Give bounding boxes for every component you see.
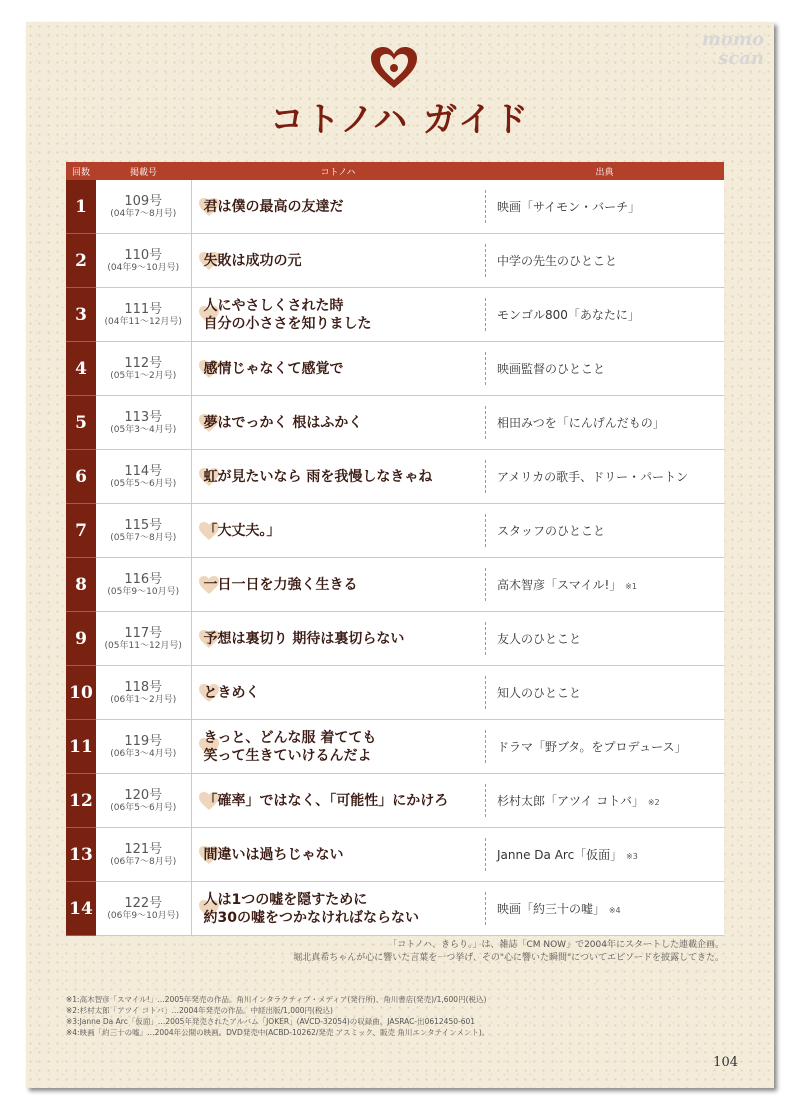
source-cell	[485, 504, 724, 558]
source-text: 映画「約三十の嘘」	[497, 902, 606, 916]
row-number: 7	[66, 504, 96, 558]
note-mark: ※1	[625, 582, 637, 591]
table-header-row	[66, 162, 724, 180]
heart-ornament-icon	[369, 46, 419, 90]
issue-date: (05年3〜4月号)	[110, 424, 177, 435]
row-number: 13	[66, 828, 96, 882]
phrase-text: 一日一日を力強く生きる	[203, 576, 358, 593]
footnotes	[66, 994, 489, 1038]
issue-date: (04年7〜8月号)	[110, 208, 177, 219]
phrase-cell	[191, 720, 485, 774]
table-row	[66, 828, 724, 882]
issue-date: (04年11〜12月号)	[104, 316, 182, 327]
issue-cell	[96, 396, 191, 450]
page-title: コトノハ ガイド	[269, 100, 531, 140]
phrase-text: 感情じゃなくて感覚で	[203, 360, 344, 377]
phrase-cell	[191, 612, 485, 666]
issue-number: 112号	[124, 355, 163, 371]
row-number: 2	[66, 234, 96, 288]
source-text: 映画監督のひとこと	[497, 362, 606, 376]
issue-cell	[96, 450, 191, 504]
issue-number: 111号	[124, 301, 163, 317]
issue-cell	[96, 612, 191, 666]
issue-date: (06年9〜10月号)	[107, 910, 180, 921]
issue-date: (06年7〜8月号)	[110, 856, 177, 867]
header-issue: 掲載号	[96, 162, 191, 180]
row-number: 5	[66, 396, 96, 450]
magazine-page	[26, 22, 774, 1088]
source-text: 映画「サイモン・バーチ」	[497, 200, 641, 214]
phrase-text: 間違いは過ちじゃない	[203, 846, 344, 863]
issue-cell	[96, 828, 191, 882]
page-number: 104	[713, 1055, 738, 1070]
table-row	[66, 774, 724, 828]
issue-number: 110号	[124, 247, 163, 263]
table-row	[66, 234, 724, 288]
source-cell	[485, 396, 724, 450]
phrase-text: 人は1つの嘘を隠すために 約30の嘘をつかなければならない	[203, 891, 419, 926]
issue-number: 120号	[124, 787, 163, 803]
phrase-text: 人にやさしくされた時 自分の小ささを知りました	[203, 297, 372, 332]
table-row	[66, 180, 724, 234]
phrase-text: 君は僕の最高の友達だ	[203, 198, 344, 215]
source-text: 相田みつを「にんげんだもの」	[497, 416, 665, 430]
source-cell	[485, 450, 724, 504]
source-cell	[485, 234, 724, 288]
row-number: 10	[66, 666, 96, 720]
issue-number: 118号	[124, 679, 163, 695]
source-cell	[485, 720, 724, 774]
source-text: スタッフのひとこと	[497, 524, 606, 538]
source-text: モンゴル800「あなたに」	[497, 308, 640, 322]
table-row	[66, 450, 724, 504]
phrase-cell	[191, 504, 485, 558]
issue-number: 113号	[124, 409, 163, 425]
watermark-line2: scan	[718, 48, 764, 69]
source-cell	[485, 828, 724, 882]
issue-cell	[96, 774, 191, 828]
table-row	[66, 504, 724, 558]
phrase-cell	[191, 666, 485, 720]
source-text: 杉村太郎「アツイ コトバ」	[497, 794, 644, 808]
header-phrase: コトノハ	[191, 162, 485, 180]
note-mark: ※2	[647, 798, 660, 807]
issue-number: 115号	[124, 517, 163, 533]
table-row	[66, 342, 724, 396]
issue-cell	[96, 558, 191, 612]
phrase-text: 虹が見たいなら 雨を我慢しなきゃね	[203, 468, 433, 485]
source-text: 友人のひとこと	[497, 632, 582, 646]
phrase-text: 「確率」ではなく、「可能性」にかけろ	[203, 792, 449, 809]
issue-date: (06年3〜4月号)	[110, 748, 177, 759]
issue-number: 109号	[124, 193, 163, 209]
issue-date: (05年11〜12月号)	[104, 640, 182, 651]
issue-number: 114号	[124, 463, 163, 479]
source-cell	[485, 774, 724, 828]
issue-number: 116号	[124, 571, 163, 587]
issue-cell	[96, 666, 191, 720]
note-mark: ※4	[608, 906, 621, 915]
issue-date: (06年5〜6月号)	[110, 802, 177, 813]
phrase-cell	[191, 450, 485, 504]
table-row	[66, 558, 724, 612]
issue-date: (05年7〜8月号)	[110, 532, 177, 543]
table-row	[66, 666, 724, 720]
source-text: 中学の先生のひとこと	[497, 254, 618, 268]
phrase-cell	[191, 342, 485, 396]
source-text: アメリカの歌手、ドリー・パートン	[497, 470, 689, 484]
phrase-cell	[191, 396, 485, 450]
issue-number: 119号	[124, 733, 163, 749]
phrase-cell	[191, 774, 485, 828]
kotonoha-guide-table	[66, 162, 724, 936]
source-cell	[485, 288, 724, 342]
phrase-cell	[191, 234, 485, 288]
issue-cell	[96, 720, 191, 774]
source-cell	[485, 180, 724, 234]
note-mark: ※3	[626, 852, 638, 861]
source-cell	[485, 558, 724, 612]
table-row	[66, 288, 724, 342]
phrase-text: 夢はでっかく 根はふかく	[203, 414, 363, 431]
header-source: 出典	[485, 162, 724, 180]
row-number: 8	[66, 558, 96, 612]
phrase-cell	[191, 288, 485, 342]
issue-number: 122号	[124, 895, 163, 911]
issue-date: (04年9〜10月号)	[107, 262, 180, 273]
table-row	[66, 720, 724, 774]
row-number: 12	[66, 774, 96, 828]
row-number: 11	[66, 720, 96, 774]
phrase-text: ときめく	[203, 684, 260, 701]
issue-cell	[96, 882, 191, 936]
issue-cell	[96, 288, 191, 342]
issue-cell	[96, 342, 191, 396]
phrase-cell	[191, 882, 485, 936]
row-number: 4	[66, 342, 96, 396]
issue-date: (05年9〜10月号)	[107, 586, 180, 597]
footnote: ※1:高木智彦「スマイル!」…2005年発売の作品。角川インタラクティブ・メディア(発行所)、角川書店(発売)/1,600円(税込)	[66, 995, 487, 1004]
phrase-text: 「大丈夫。」	[203, 522, 281, 539]
issue-cell	[96, 234, 191, 288]
source-cell	[485, 612, 724, 666]
intro-text: 「コトノハ、きらり。」は、雑誌「CM NOW」で2004年にスタートした連載企画。 堀北真希ちゃんが心に響いた言葉を一つ挙げ、その"心に響いた瞬間"についてエピソードを披露してきた。	[293, 940, 724, 963]
source-cell	[485, 882, 724, 936]
table-row	[66, 396, 724, 450]
table-row	[66, 882, 724, 936]
source-text: Janne Da Arc「仮面」	[497, 848, 623, 862]
issue-date: (06年1〜2月号)	[110, 694, 177, 705]
watermark	[702, 30, 764, 68]
issue-date: (05年5〜6月号)	[110, 478, 177, 489]
issue-number: 117号	[124, 625, 163, 641]
phrase-cell	[191, 558, 485, 612]
footnote: ※2:杉村太郎「アツイ コトバ」…2004年発売の作品。中経出版/1,000円(税込)	[66, 1006, 333, 1015]
source-text: 知人のひとこと	[497, 686, 582, 700]
issue-cell	[96, 180, 191, 234]
table-row	[66, 612, 724, 666]
footnote: ※4:映画「約三十の嘘」…2004年公開の映画。DVD発売中(ACBD-10262/発売 アスミック、販売 角川エンタテインメント)。	[66, 1028, 490, 1037]
row-number: 14	[66, 882, 96, 936]
header-num: 回数	[66, 162, 96, 180]
source-text: 高木智彦「スマイル!」	[497, 578, 622, 592]
phrase-cell	[191, 180, 485, 234]
issue-cell	[96, 504, 191, 558]
row-number: 3	[66, 288, 96, 342]
row-number: 6	[66, 450, 96, 504]
row-number: 9	[66, 612, 96, 666]
phrase-cell	[191, 828, 485, 882]
phrase-text: 失敗は成功の元	[203, 252, 302, 269]
issue-number: 121号	[124, 841, 163, 857]
phrase-text: 予想は裏切り 期待は裏切らない	[203, 630, 405, 647]
source-text: ドラマ「野ブタ。をプロデュース」	[497, 740, 687, 754]
row-number: 1	[66, 180, 96, 234]
issue-date: (05年1〜2月号)	[110, 370, 177, 381]
watermark-line1: momo	[701, 29, 764, 50]
source-cell	[485, 666, 724, 720]
phrase-text: きっと、どんな服 着てても 笑って生きていけるんだよ	[203, 729, 377, 764]
source-cell	[485, 342, 724, 396]
footnote: ※3:Janne Da Arc「仮面」…2005年発売されたアルバム「JOKER」(AVCD-32054)の収録曲。JASRAC-出0612450-601	[66, 1017, 476, 1026]
